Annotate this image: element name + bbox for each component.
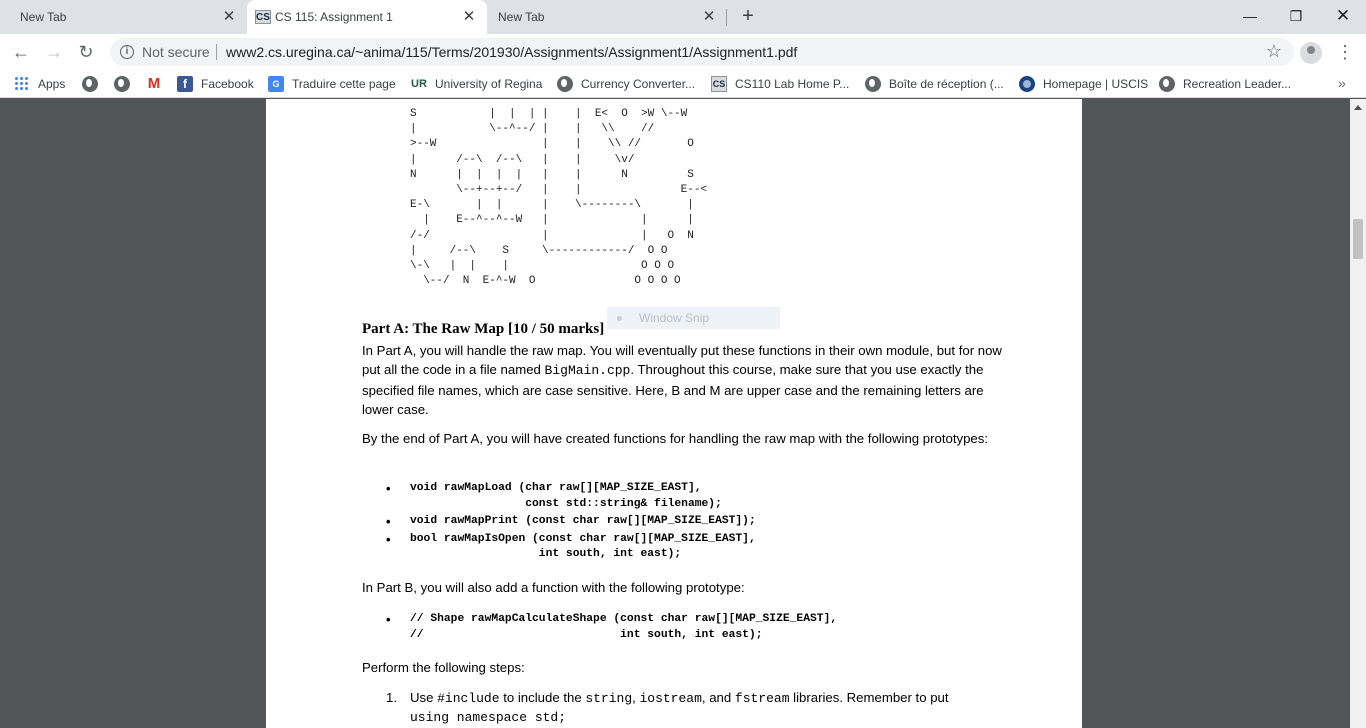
tab-strip <box>0 0 1366 34</box>
text-run: to include the <box>499 690 586 705</box>
facebook-icon: f <box>177 76 193 92</box>
window-close-button[interactable]: ✕ <box>1335 6 1351 25</box>
cs-favicon-icon: CS <box>256 12 270 23</box>
browser-toolbar <box>0 34 1366 70</box>
bookmark-gmail[interactable] <box>146 76 170 92</box>
tab-title: New Tab <box>20 10 67 24</box>
bookmark-star-icon[interactable]: ☆ <box>1265 41 1282 61</box>
security-label[interactable]: Not secure <box>142 44 210 60</box>
paragraph-part-b-intro: In Part B, you will also add a function with the following prototype: <box>362 580 745 595</box>
inline-code: BigMain.cpp <box>544 363 631 379</box>
bookmark-apps[interactable] <box>14 76 65 92</box>
prototype-item: • void rawMapPrint (const char raw[][MAP_SIZE_EAST]); <box>386 514 756 530</box>
prototype-item: • bool rawMapIsOpen (const char raw[][MAP_SIZE_EAST], int south, int east); <box>386 532 756 563</box>
partb-prototype-list <box>386 612 837 643</box>
bookmark-label: Facebook <box>201 77 254 91</box>
google-translate-icon: G <box>268 76 284 92</box>
tab-title: CS 115: Assignment 1 <box>275 10 393 24</box>
step-number: 1. <box>386 690 397 705</box>
text-run: . Throughout this course, make sure that you use exactly the specified file names, which are case sensitive. Here, B and M are upper case and the remaining letters are lower case. <box>362 362 984 418</box>
globe-icon <box>82 76 98 92</box>
bookmark-cs110[interactable] <box>711 76 849 92</box>
section-heading: Part A: The Raw Map [10 / 50 marks] <box>362 321 605 337</box>
bookmark-label: Boîte de réception (... <box>889 77 1004 91</box>
bookmark-label: Apps <box>38 77 66 91</box>
bookmark-uscis[interactable] <box>1019 76 1148 92</box>
back-button[interactable]: ← <box>12 42 30 62</box>
ascii-map: S | | | | | E< O >W \--W | \--^--/ | | \\ // >--W | | \\ // O | /--\ /--\ | | \v/ N | | | | | | N S \--+--+--/ | | E--< E-\ | | | \--------\ | | E--^--^--W | | | /-/ | | O N | /--\ S \------------/ O O \-\ | | | O O O \--/ N E-^-W O O O O O <box>410 108 708 288</box>
profile-avatar[interactable] <box>1300 42 1322 64</box>
gmail-icon: M <box>147 75 161 92</box>
restore-button[interactable]: ❐ <box>1289 8 1303 24</box>
forward-button[interactable]: → <box>45 42 63 62</box>
text-run: , <box>632 690 640 705</box>
new-tab-button[interactable]: + <box>742 5 754 27</box>
globe-icon <box>557 76 573 92</box>
minimize-button[interactable]: — <box>1243 8 1257 24</box>
prototype-list <box>386 481 756 563</box>
reload-button[interactable]: ↻ <box>78 42 94 62</box>
prototype-item: • // Shape rawMapCalculateShape (const char raw[][MAP_SIZE_EAST], // int south, int east); <box>386 612 837 643</box>
inline-code: fstream <box>734 691 790 706</box>
step-text <box>386 689 1006 728</box>
globe-icon <box>114 76 130 92</box>
inline-code: using namespace std; <box>410 710 567 726</box>
info-icon[interactable]: i <box>120 45 134 59</box>
tab-separator <box>726 9 727 26</box>
text-run: Use <box>410 690 438 705</box>
tab-title: New Tab <box>498 10 545 24</box>
globe-icon <box>1159 76 1175 92</box>
pdf-page <box>266 99 1082 728</box>
bookmark-translate[interactable] <box>268 76 396 92</box>
window-snip-overlay[interactable]: Window Snip <box>607 307 780 329</box>
tab-new-tab-1[interactable] <box>0 0 247 34</box>
kebab-menu-icon[interactable]: ⋮ <box>1336 42 1354 62</box>
omnibox-separator <box>216 44 217 60</box>
steps-list <box>386 689 1006 728</box>
uregina-icon: UR <box>411 78 427 90</box>
inline-code: #include <box>437 691 500 706</box>
bookmark-label: Homepage | USCIS <box>1043 77 1149 91</box>
bookmark-label: CS110 Lab Home P... <box>735 77 850 91</box>
apps-grid-icon <box>14 76 30 92</box>
paragraph-part-a-intro <box>362 341 1002 420</box>
text-run: , and <box>701 690 735 705</box>
close-icon[interactable]: ✕ <box>702 8 716 25</box>
step-item <box>386 689 1006 728</box>
bookmark-label: University of Regina <box>435 77 543 91</box>
inline-code: iostream <box>639 691 702 706</box>
close-icon[interactable]: ✕ <box>462 8 476 25</box>
text-run: In Part A, you will handle the raw map. You will eventually put these functions in their own module, but for now put all the code in a file named <box>362 343 1002 378</box>
chevron-double-right-icon[interactable]: » <box>1338 75 1346 91</box>
scroll-up-arrow-icon[interactable] <box>1354 105 1362 110</box>
bookmark-currency-converter[interactable] <box>557 76 695 92</box>
uscis-icon <box>1019 76 1035 92</box>
scroll-thumb[interactable] <box>1353 219 1363 259</box>
inline-code: string <box>585 691 633 706</box>
text-run: libraries. Remember to put <box>789 690 949 705</box>
bookmark-label: Currency Converter... <box>581 77 696 91</box>
bookmark-label: Recreation Leader... <box>1183 77 1292 91</box>
bookmark-uregina[interactable] <box>411 76 542 92</box>
bookmark-recreation-leader[interactable] <box>1159 76 1291 92</box>
bookmark-facebook[interactable] <box>177 76 254 92</box>
bookmarks-bar <box>0 70 1366 98</box>
paragraph-steps-intro: Perform the following steps: <box>362 660 525 675</box>
address-bar[interactable] <box>110 38 1294 66</box>
url-text[interactable]: www2.cs.uregina.ca/~anima/115/Terms/201930/Assignments/Assignment1/Assignment1.pdf <box>226 44 798 60</box>
close-icon[interactable]: ✕ <box>222 8 236 25</box>
prototype-item: • void rawMapLoad (char raw[][MAP_SIZE_EAST], const std::string& filename); <box>386 481 756 512</box>
bookmark-label: Traduire cette page <box>292 77 396 91</box>
globe-icon <box>865 76 881 92</box>
tab-new-tab-2[interactable] <box>487 0 727 34</box>
cs-icon: CS <box>711 76 727 92</box>
paragraph-prototypes-intro: By the end of Part A, you will have created functions for handling the raw map with the following prototypes: <box>362 431 989 446</box>
bookmark-globe-1[interactable] <box>82 76 106 92</box>
bookmark-inbox[interactable] <box>865 76 1004 92</box>
bookmark-globe-2[interactable] <box>114 76 138 92</box>
vertical-scrollbar[interactable] <box>1350 99 1366 728</box>
pdf-viewer[interactable] <box>0 99 1366 728</box>
tab-cs115-assignment[interactable] <box>247 0 487 34</box>
